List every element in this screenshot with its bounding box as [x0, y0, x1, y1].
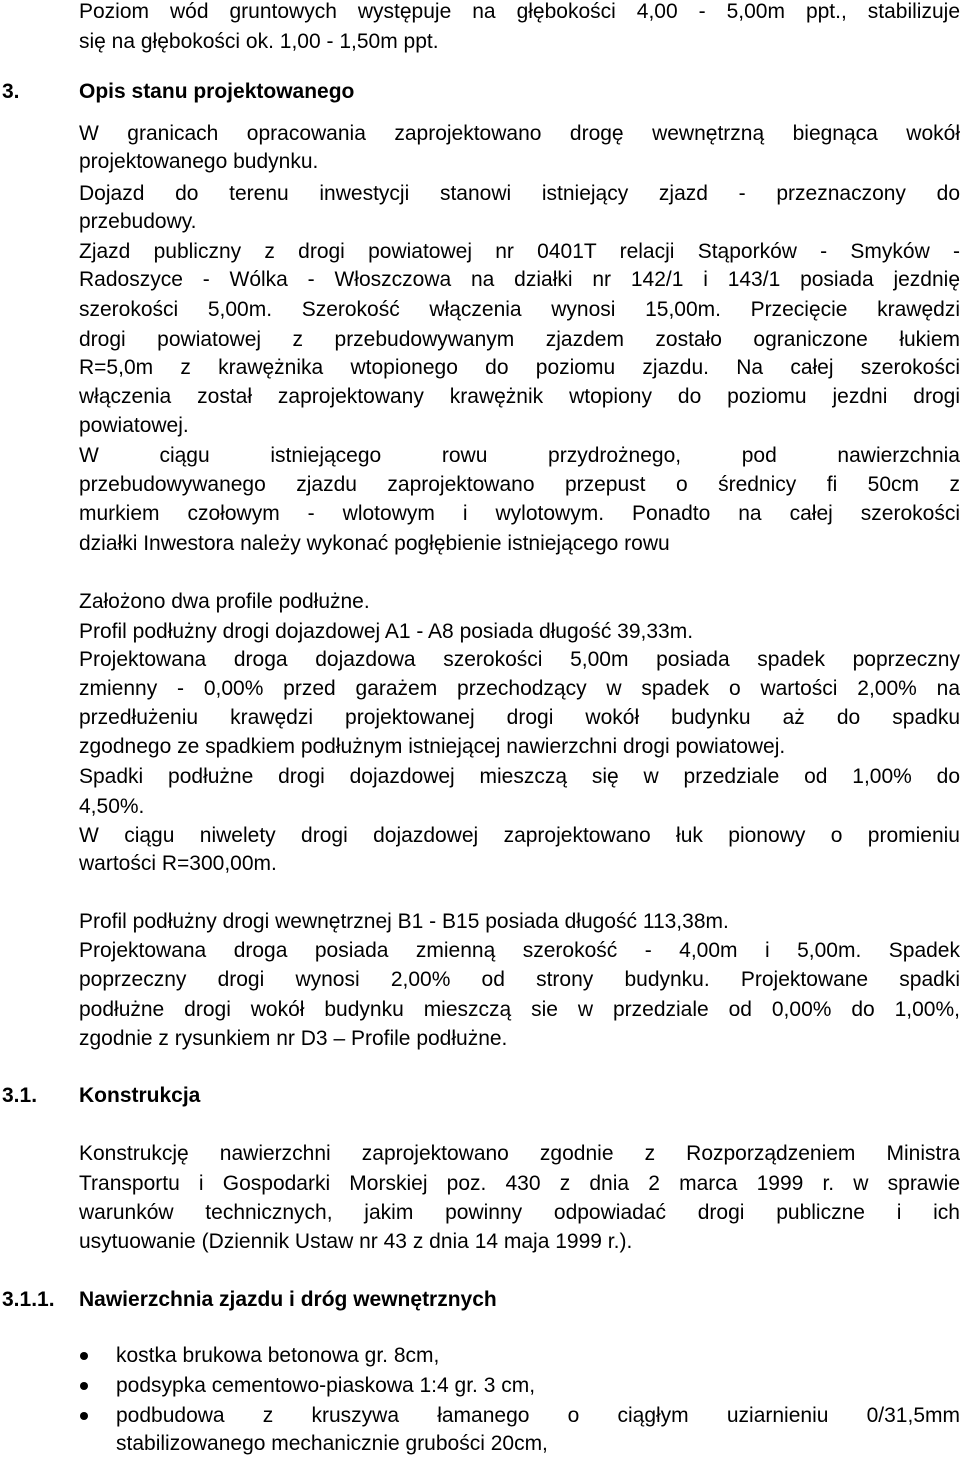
paragraph-line: Projektowana droga posiada zmienną szerokość - 4,00m i 5,00m. Spadek [79, 939, 960, 962]
paragraph-line: drogi powiatowej z przebudowywanym zjazdem zostało ograniczone łukiem [79, 328, 960, 351]
paragraph-line: Profil podłużny drogi wewnętrznej B1 - B15 posiada długość 113,38m. [79, 910, 729, 933]
paragraph-line: poprzeczny drogi wynosi 2,00% od strony budynku. Projektowane spadki [79, 968, 960, 991]
paragraph-line: murkiem czołowym - wlotowym i wylotowym. Ponadto na całej szerokości [79, 502, 960, 525]
paragraph-line: przedłużeniu krawędzi projektowanej drogi wokół budynku aż do spadku [79, 706, 960, 729]
paragraph-line: przebudowy. [79, 210, 197, 233]
paragraph-line: W ciągu niwelety drogi dojazdowej zaprojektowano łuk pionowy o promieniu [79, 824, 960, 847]
paragraph-line: działki Inwestora należy wykonać pogłębienie istniejącego rowu [79, 532, 670, 555]
paragraph-line: projektowanego budynku. [79, 150, 319, 173]
list-item: stabilizowanego mechanicznie grubości 20cm, [116, 1432, 548, 1455]
bullet-icon [80, 1412, 88, 1420]
bullet-icon [80, 1382, 88, 1390]
paragraph-line: Projektowana droga dojazdowa szerokości 5,00m posiada spadek poprzeczny [79, 648, 960, 671]
intro-line: Poziom wód gruntowych występuje na głębokości 4,00 - 5,00m ppt., stabilizuje [79, 0, 960, 23]
section-title: Konstrukcja [79, 1084, 201, 1107]
intro-line: się na głębokości ok. 1,00 - 1,50m ppt. [79, 30, 439, 53]
paragraph-line: zgodnie z rysunkiem nr D3 – Profile podłużne. [79, 1027, 508, 1050]
paragraph-line: zmienny - 0,00% przed garażem przechodzący w spadek o wartości 2,00% na [79, 677, 960, 700]
paragraph-line: Spadki podłużne drogi dojazdowej mieszczą się w przedziale od 1,00% do [79, 765, 960, 788]
paragraph-line: zgodnego ze spadkiem podłużnym istniejącej nawierzchni drogi powiatowej. [79, 735, 786, 758]
paragraph-line: szerokości 5,00m. Szerokość włączenia wynosi 15,00m. Przecięcie krawędzi [79, 298, 960, 321]
list-item: kostka brukowa betonowa gr. 8cm, [116, 1344, 440, 1367]
section-title: Opis stanu projektowanego [79, 80, 355, 103]
bullet-icon [80, 1352, 88, 1360]
section-number: 3.1.1. [2, 1288, 55, 1311]
paragraph-line: wartości R=300,00m. [79, 852, 277, 875]
list-item: podbudowa z kruszywa łamanego o ciągłym uziarnieniu 0/31,5mm [116, 1404, 960, 1427]
paragraph-line: powiatowej. [79, 414, 189, 437]
paragraph-line: podłużne drogi wokół budynku mieszczą sie w przedziale od 0,00% do 1,00%, [79, 998, 960, 1021]
paragraph-line: Zjazd publiczny z drogi powiatowej nr 0401T relacji Stąporków - Smyków - [79, 240, 960, 263]
paragraph-line: Konstrukcję nawierzchni zaprojektowano zgodnie z Rozporządzeniem Ministra [79, 1142, 960, 1165]
paragraph-line: W ciągu istniejącego rowu przydrożnego, pod nawierzchnia [79, 444, 960, 467]
paragraph-line: warunków technicznych, jakim powinny odpowiadać drogi publiczne i ich [79, 1201, 960, 1224]
paragraph-line: Profil podłużny drogi dojazdowej A1 - A8 posiada długość 39,33m. [79, 620, 694, 643]
list-item: podsypka cementowo-piaskowa 1:4 gr. 3 cm, [116, 1374, 536, 1397]
paragraph-line: przebudowywanego zjazdu zaprojektowano przepust o średnicy fi 50cm z [79, 473, 960, 496]
section-number: 3. [2, 80, 20, 103]
paragraph-line: usytuowanie (Dziennik Ustaw nr 43 z dnia 14 maja 1999 r.). [79, 1230, 633, 1253]
paragraph-line: Radoszyce - Wólka - Włoszczowa na działki nr 142/1 i 143/1 posiada jezdnię [79, 268, 960, 291]
paragraph-line: 4,50%. [79, 795, 145, 818]
paragraph-line: włączenia został zaprojektowany krawężnik wtopiony do poziomu jezdni drogi [79, 385, 960, 408]
paragraph-line: Dojazd do terenu inwestycji stanowi istniejący zjazd - przeznaczony do [79, 182, 960, 205]
paragraph-line: W granicach opracowania zaprojektowano drogę wewnętrzną biegnąca wokół [79, 122, 960, 145]
paragraph-line: R=5,0m z krawężnika wtopionego do poziomu zjazdu. Na całej szerokości [79, 356, 960, 379]
paragraph-line: Transportu i Gospodarki Morskiej poz. 430 z dnia 2 marca 1999 r. w sprawie [79, 1172, 960, 1195]
section-number: 3.1. [2, 1084, 38, 1107]
paragraph-line: Założono dwa profile podłużne. [79, 590, 370, 613]
section-title: Nawierzchnia zjazdu i dróg wewnętrznych [79, 1288, 497, 1311]
